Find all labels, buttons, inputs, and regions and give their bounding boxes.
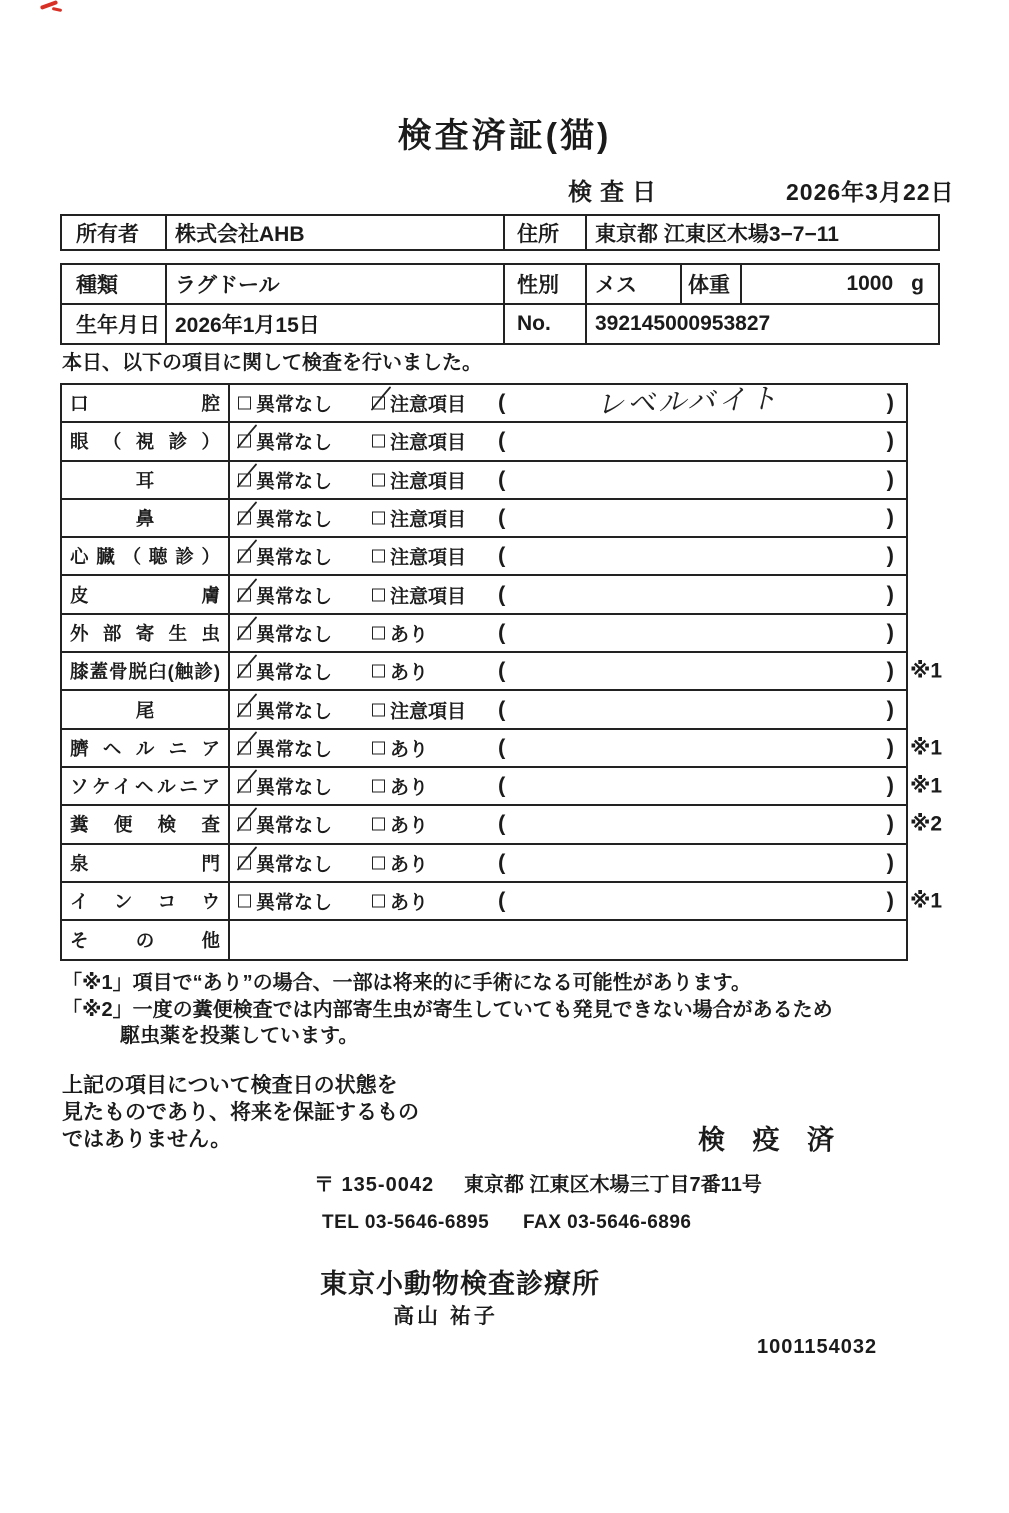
opt2-label: あり	[390, 815, 429, 837]
exam-row-content	[230, 500, 906, 536]
opt1-group	[238, 849, 332, 876]
exam-item-label: 心臓（聴診）	[70, 546, 220, 568]
opt2-label: あり	[390, 662, 429, 684]
handwritten-check-icon	[235, 538, 259, 566]
opt1-checkbox	[238, 665, 251, 678]
exam-table-row	[62, 382, 906, 423]
sex-label: 性別	[505, 265, 587, 303]
paren-open: (	[498, 887, 506, 913]
exam-item-label: その他	[70, 930, 220, 952]
footnote-mark: ※2	[910, 812, 943, 836]
exam-item-label: ソケイヘルニア	[70, 776, 220, 798]
opt2-checkbox	[372, 703, 385, 716]
opt2-label: 注意項目	[390, 547, 467, 569]
opt2-checkbox	[372, 780, 385, 793]
opt1-group	[238, 773, 332, 800]
exam-table-row	[62, 462, 906, 500]
address-label: 住所	[505, 216, 587, 249]
opt2-checkbox	[372, 397, 385, 410]
opt1-group	[238, 543, 332, 570]
opt2-checkbox	[372, 550, 385, 563]
exam-table-row	[62, 768, 943, 806]
paren-open: (	[498, 657, 506, 683]
exam-item-cell	[62, 691, 230, 727]
opt2-checkbox	[372, 435, 385, 448]
exam-row-content	[230, 423, 906, 459]
inspection-date-label: 検査日	[568, 179, 664, 206]
exam-item-label: 膝蓋骨脱臼(触診)	[70, 661, 220, 683]
opt2-group	[372, 849, 428, 876]
paren-close: )	[886, 427, 894, 453]
opt1-group	[238, 428, 332, 455]
handwritten-note	[515, 780, 861, 792]
exam-item-cell	[62, 423, 230, 459]
paren-close: )	[886, 389, 894, 415]
exam-item-label: 糞便検査	[70, 814, 220, 836]
opt1-label: 異常なし	[256, 777, 333, 799]
opt1-group	[238, 505, 332, 532]
paren-close: )	[886, 581, 894, 607]
exam-item-label: 皮膚	[70, 584, 220, 606]
opt1-checkbox	[238, 856, 251, 869]
paren-open: (	[498, 581, 506, 607]
handwritten-note	[515, 742, 861, 754]
opt1-checkbox	[238, 435, 251, 448]
opt2-group	[372, 466, 466, 493]
opt2-checkbox	[372, 626, 385, 639]
weight-cell	[742, 265, 938, 303]
exam-row-content	[230, 768, 943, 804]
opt2-group	[372, 734, 428, 761]
handwritten-note	[515, 589, 861, 601]
owner-table	[60, 214, 940, 251]
opt2-label: 注意項目	[390, 509, 467, 531]
opt1-group	[238, 658, 332, 685]
quarantine-stamp: 検 疫 済	[698, 1125, 845, 1155]
opt1-label: 異常なし	[256, 586, 333, 608]
weight-unit: g	[911, 272, 924, 295]
disclaimer-line-1: 上記の項目について検査日の状態を	[62, 1074, 398, 1097]
exam-row-content	[230, 615, 906, 651]
exam-item-label: 臍ヘルニア	[70, 737, 220, 759]
birth-row	[62, 303, 938, 343]
opt2-checkbox	[372, 818, 385, 831]
opt1-group	[238, 734, 332, 761]
exam-item-cell	[62, 806, 230, 842]
exam-table-row	[62, 500, 906, 538]
exam-table	[60, 382, 943, 961]
exam-item-cell	[62, 462, 230, 498]
opt2-group	[372, 658, 428, 685]
paren-close: )	[886, 542, 894, 568]
opt2-label: あり	[390, 624, 429, 646]
handwritten-check-icon	[235, 844, 259, 872]
opt1-group	[238, 619, 332, 646]
exam-item-cell	[62, 730, 230, 766]
clinic-postal-code: 〒 135-0042	[314, 1174, 435, 1196]
paren-close: )	[886, 887, 894, 913]
handwritten-note	[515, 857, 861, 869]
handwritten-check-icon	[235, 653, 259, 681]
exam-item-label: 外部寄生虫	[70, 622, 220, 644]
opt1-checkbox	[238, 741, 251, 754]
inspection-date-value: 2026年3月22日	[786, 179, 955, 205]
opt1-checkbox	[238, 780, 251, 793]
exam-table-row	[62, 691, 906, 729]
disclaimer-line-2: 見たものであり、将来を保証するもの	[62, 1101, 419, 1124]
paren-close: )	[886, 504, 894, 530]
opt1-label: 異常なし	[256, 624, 333, 646]
handwritten-note	[515, 934, 861, 946]
exam-table-row	[62, 653, 943, 691]
opt1-group	[238, 696, 332, 723]
footnote-1: 「※1」項目で“あり”の場合、一部は将来的に手術になる可能性があります。	[62, 972, 751, 994]
opt1-group	[238, 581, 332, 608]
handwritten-note	[515, 665, 861, 677]
footnote-mark: ※1	[910, 736, 943, 760]
exam-row-content	[230, 382, 906, 421]
handwritten-check-icon	[235, 691, 259, 719]
handwritten-check-icon	[235, 423, 259, 451]
handwritten-note	[515, 474, 861, 486]
exam-item-cell	[62, 385, 230, 421]
opt2-checkbox	[372, 895, 385, 908]
exam-row-content	[230, 730, 943, 766]
opt1-label: 異常なし	[256, 815, 333, 837]
opt2-checkbox	[372, 856, 385, 869]
no-label: No.	[505, 305, 587, 343]
footnote-2: 「※2」一度の糞便検査では内部寄生虫が寄生していても発見できない場合があるため	[62, 999, 833, 1021]
exam-row-content	[230, 538, 906, 574]
opt2-group	[372, 888, 428, 915]
opt2-checkbox	[372, 512, 385, 525]
opt1-label: 異常なし	[256, 432, 333, 454]
paren-open: (	[498, 810, 506, 836]
opt1-group	[238, 466, 332, 493]
paren-open: (	[498, 619, 506, 645]
opt1-checkbox	[238, 895, 251, 908]
paren-close: )	[886, 849, 894, 875]
exam-item-label: 鼻	[135, 508, 155, 530]
opt2-group	[372, 619, 428, 646]
handwritten-check-icon	[235, 500, 259, 528]
opt2-checkbox	[372, 588, 385, 601]
paren-open: (	[498, 504, 506, 530]
opt1-group	[238, 811, 332, 838]
document-serial-number: 1001154032	[757, 1336, 878, 1358]
exam-row-content	[230, 883, 943, 919]
opt2-label: 注意項目	[390, 471, 467, 493]
handwritten-note	[515, 818, 861, 830]
opt1-label: 異常なし	[256, 854, 333, 876]
opt2-label: 注意項目	[390, 432, 467, 454]
footnote-mark: ※1	[910, 659, 943, 683]
opt1-checkbox	[238, 397, 251, 410]
opt1-checkbox	[238, 473, 251, 486]
intro-text: 本日、以下の項目に関して検査を行いました。	[62, 352, 482, 374]
exam-table-row	[62, 423, 906, 461]
exam-table-row	[62, 576, 906, 614]
opt2-label: あり	[390, 854, 429, 876]
breed-label: 種類	[62, 265, 167, 303]
opt2-group	[372, 428, 466, 455]
opt2-group	[372, 773, 428, 800]
exam-row-content	[230, 462, 906, 498]
handwritten-check-icon	[235, 461, 259, 489]
paren-open: (	[498, 734, 506, 760]
clinic-fax: FAX 03-5646-6896	[522, 1212, 692, 1233]
exam-row-content	[230, 845, 906, 881]
breed-value: ラグドール	[167, 265, 505, 303]
red-scan-artifact-2	[52, 7, 62, 12]
weight-value: 1000	[846, 272, 894, 295]
owner-value: 株式会社AHB	[167, 216, 505, 249]
exam-row-content	[230, 691, 906, 727]
paren-close: )	[886, 695, 894, 721]
paren-open: (	[498, 389, 506, 415]
handwritten-check-icon	[235, 614, 259, 642]
handwritten-check-icon	[235, 768, 259, 796]
exam-row-content	[230, 921, 906, 959]
opt1-label: 異常なし	[256, 739, 333, 761]
paren-close: )	[886, 772, 894, 798]
opt1-group	[238, 888, 332, 915]
handwritten-check-icon	[235, 729, 259, 757]
exam-table-row	[62, 883, 943, 921]
exam-item-cell	[62, 576, 230, 612]
breed-row	[62, 265, 938, 303]
paren-open: (	[498, 695, 506, 721]
handwritten-check-icon	[235, 806, 259, 834]
opt2-checkbox	[372, 741, 385, 754]
opt2-label: 注意項目	[390, 586, 467, 608]
exam-table-row	[62, 615, 906, 653]
clinic-representative: 高山 祐子	[393, 1305, 498, 1328]
exam-item-label: 眼（視診）	[70, 431, 220, 453]
paren-open: (	[498, 542, 506, 568]
exam-item-label: 泉門	[70, 852, 220, 874]
no-value: 392145000953827	[595, 312, 771, 335]
page-title: 検査済証(猫)	[397, 117, 612, 155]
footnote-mark: ※1	[910, 889, 943, 913]
clinic-address: 東京都 江東区木場三丁目7番11号	[464, 1174, 762, 1196]
paren-close: )	[886, 734, 894, 760]
exam-table-row	[62, 845, 906, 883]
opt1-label: 異常なし	[256, 394, 333, 416]
opt2-label: あり	[390, 777, 429, 799]
opt2-label: あり	[390, 892, 429, 914]
weight-label: 体重	[682, 265, 742, 303]
birthdate-label: 生年月日	[62, 305, 167, 343]
opt2-label: 注意項目	[390, 701, 467, 723]
opt1-label: 異常なし	[256, 662, 333, 684]
exam-item-cell	[62, 845, 230, 881]
clinic-telfax	[322, 1212, 692, 1234]
opt1-checkbox	[238, 703, 251, 716]
exam-item-cell	[62, 538, 230, 574]
exam-item-cell	[62, 500, 230, 536]
opt2-group	[372, 505, 466, 532]
handwritten-note	[515, 512, 861, 524]
opt1-group	[238, 390, 332, 417]
opt2-group	[372, 811, 428, 838]
handwritten-note	[515, 550, 861, 562]
paren-close: )	[886, 619, 894, 645]
handwritten-note	[515, 895, 861, 907]
exam-item-cell	[62, 615, 230, 651]
handwritten-note	[515, 703, 861, 715]
opt1-checkbox	[238, 818, 251, 831]
opt1-checkbox	[238, 550, 251, 563]
footnote-mark: ※1	[910, 774, 943, 798]
opt1-label: 異常なし	[256, 471, 333, 493]
paren-close: )	[886, 810, 894, 836]
opt2-checkbox	[372, 473, 385, 486]
owner-label: 所有者	[62, 216, 167, 249]
opt1-checkbox	[238, 588, 251, 601]
exam-table-row	[62, 538, 906, 576]
exam-row-content	[230, 806, 943, 842]
paren-open: (	[498, 772, 506, 798]
opt1-label: 異常なし	[256, 509, 333, 531]
paren-open: (	[498, 427, 506, 453]
exam-item-cell	[62, 883, 230, 919]
exam-table-row	[62, 806, 943, 844]
opt2-group	[372, 581, 466, 608]
paren-close: )	[886, 466, 894, 492]
owner-row	[62, 216, 938, 249]
handwritten-note: レベルバイト	[595, 382, 781, 421]
exam-item-label: 口腔	[70, 393, 220, 415]
opt1-label: 異常なし	[256, 892, 333, 914]
opt2-label: あり	[390, 739, 429, 761]
address-value: 東京都 江東区木場3−7−11	[595, 222, 839, 246]
exam-item-label: インコウ	[70, 891, 220, 912]
animal-table	[60, 263, 940, 345]
exam-table-row	[62, 921, 906, 959]
opt2-group	[372, 696, 466, 723]
clinic-name: 東京小動物検査診療所	[320, 1269, 600, 1299]
opt1-label: 異常なし	[256, 547, 333, 569]
handwritten-check-icon	[369, 385, 393, 413]
handwritten-note	[515, 435, 861, 447]
opt2-label: 注意項目	[390, 394, 467, 416]
handwritten-check-icon	[235, 576, 259, 604]
exam-item-label: 尾	[135, 699, 155, 721]
exam-item-cell	[62, 921, 230, 959]
opt2-checkbox	[372, 665, 385, 678]
opt2-group	[372, 390, 466, 417]
exam-item-cell	[62, 768, 230, 804]
disclaimer-line-3: ではありません。	[62, 1128, 232, 1151]
clinic-tel: TEL 03-5646-6895	[322, 1212, 490, 1233]
footnote-2-cont: 駆虫薬を投薬しています。	[120, 1025, 359, 1047]
exam-item-label: 耳	[135, 469, 155, 491]
sex-value: メス	[587, 265, 682, 303]
exam-row-content	[230, 653, 943, 689]
disclaimer-text	[62, 1072, 419, 1153]
paren-open: (	[498, 466, 506, 492]
opt1-label: 異常なし	[256, 701, 333, 723]
opt1-checkbox	[238, 512, 251, 525]
exam-table-row	[62, 730, 943, 768]
opt2-group	[372, 543, 466, 570]
birthdate-value: 2026年1月15日	[167, 305, 505, 343]
handwritten-note	[515, 627, 861, 639]
opt1-checkbox	[238, 626, 251, 639]
paren-open: (	[498, 849, 506, 875]
exam-row-content	[230, 576, 906, 612]
paren-close: )	[886, 657, 894, 683]
exam-item-cell	[62, 653, 230, 689]
